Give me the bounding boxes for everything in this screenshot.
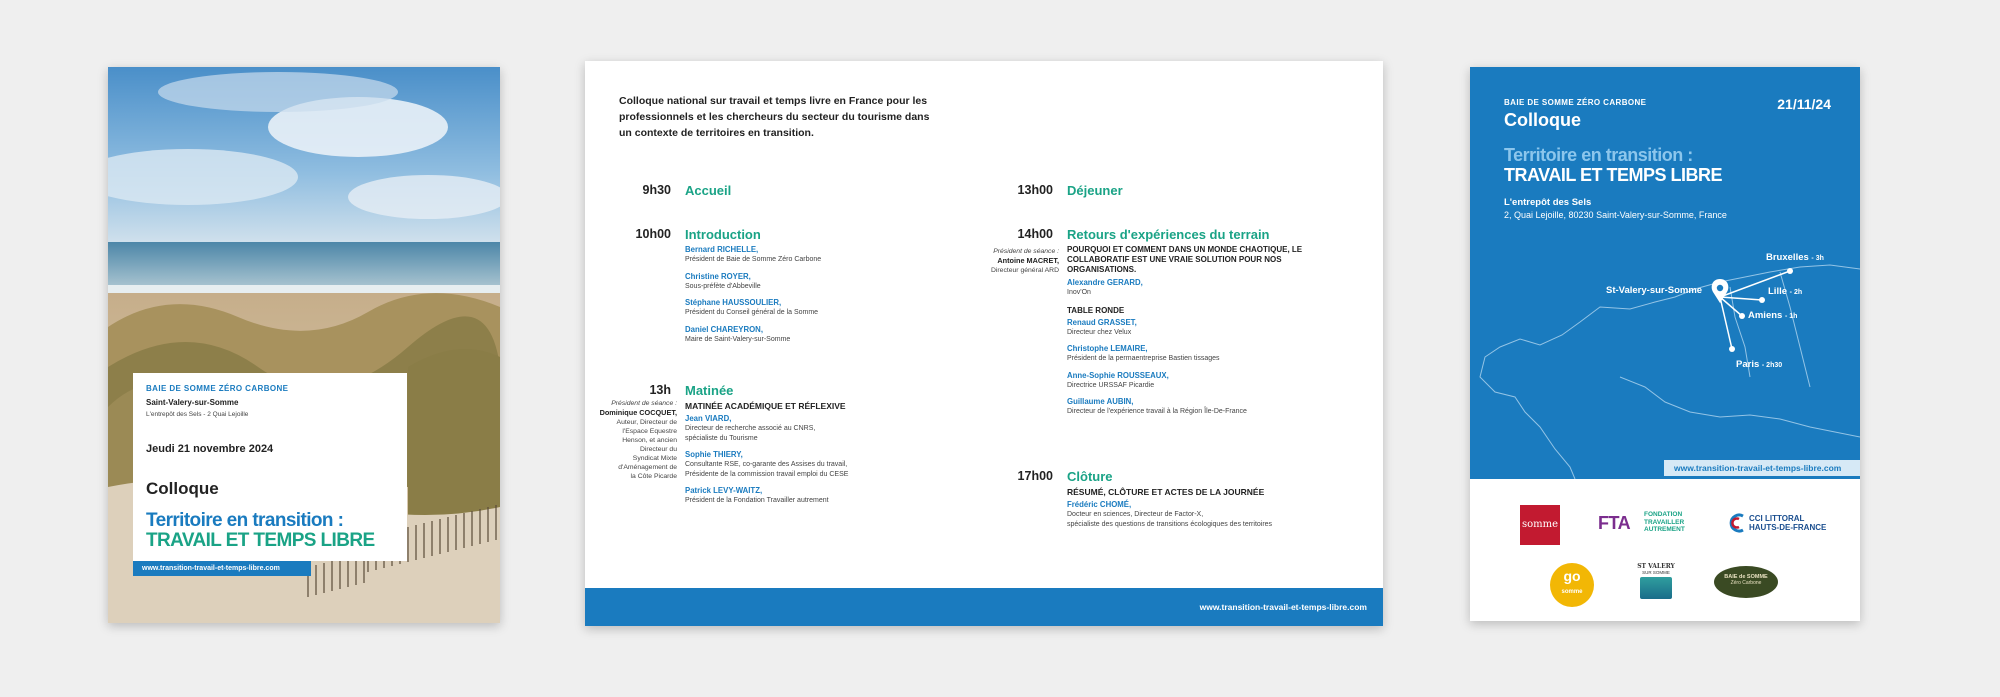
- speaker-name: Sophie THIERY,: [685, 450, 743, 459]
- chair-role: Auteur, Directeur de l'Espace Equestre Henson, et ancien Directeur du Syndicat Mixte d'Aménagement de la Côte Picarde: [616, 419, 677, 480]
- slot-title: Déjeuner: [1067, 183, 1123, 198]
- cover-town: Saint-Valery-sur-Somme: [146, 398, 239, 407]
- speaker-name: Patrick LEVY-WAITZ,: [685, 486, 763, 495]
- program-page: [585, 61, 1383, 626]
- speaker-role: Directeur de recherche associé au CNRS,: [685, 425, 816, 432]
- speaker-role: Maire de Saint-Valery-sur-Somme: [685, 335, 791, 343]
- speaker-name: Christophe LEMAIRE,: [1067, 344, 1148, 353]
- cover-title-line2: TRAVAIL ET TEMPS LIBRE: [146, 530, 375, 551]
- speaker: [685, 414, 915, 443]
- speaker-name: Bernard RICHELLE,: [685, 245, 759, 254]
- speaker-role: Sous-préfète d'Abbeville: [685, 282, 761, 290]
- speaker-role: Directeur chez Velux: [1067, 328, 1132, 336]
- slot-time: 13h00: [1017, 183, 1053, 197]
- cover-page: [108, 67, 500, 623]
- speaker-name: Daniel CHAREYRON,: [685, 324, 763, 334]
- speaker-name: Anne-Sophie ROUSSEAUX,: [1067, 370, 1169, 380]
- speaker: [685, 325, 905, 345]
- back-date: 21/11/24: [1777, 96, 1831, 112]
- retours-chair: [967, 247, 1059, 275]
- speaker-role: Directeur de l'expérience travail à la Région Île-De-France: [1067, 408, 1247, 415]
- city-duration: 1h: [1789, 313, 1798, 320]
- slot-time: 14h00: [1017, 227, 1053, 241]
- slot-title: Retours d'expériences du terrain: [1067, 227, 1270, 242]
- slot-time: 10h00: [635, 227, 671, 241]
- speaker-role: spécialiste du Tourisme: [685, 434, 758, 442]
- speaker: [1067, 371, 1319, 391]
- back-address: 2, Quai Lejoille, 80230 Saint-Valery-sur-Somme, France: [1504, 210, 1727, 220]
- slot-title: Introduction: [685, 227, 761, 242]
- back-page: [1470, 67, 1860, 621]
- cover-title-line1: Territoire en transition :: [146, 510, 344, 531]
- map-city: Lille - 2h: [1768, 286, 1803, 297]
- cover-event-type: Colloque: [146, 479, 219, 498]
- city-name: Amiens: [1748, 310, 1783, 321]
- speaker: [1067, 397, 1319, 417]
- speaker-name: Jean VIARD,: [685, 414, 732, 423]
- back-event-type: Colloque: [1504, 110, 1581, 130]
- speaker-role: Consultante RSE, co-garante des Assises du travail,: [685, 461, 848, 468]
- somme-logo: somme: [1520, 505, 1560, 545]
- speaker: [1067, 344, 1319, 364]
- speaker: [685, 272, 905, 292]
- speaker-role: Directrice URSSAF Picardie: [1067, 381, 1155, 389]
- map-origin: St-Valery-sur-Somme: [1606, 285, 1703, 296]
- speaker: [685, 298, 905, 318]
- speaker-name: Frédéric CHOMÉ,: [1067, 500, 1132, 509]
- slot-subtitle: POURQUOI ET COMMENT DANS UN MONDE CHAOTIQUE, LE COLLABORATIF EST UNE VRAIE SOLUTION POUR NOS ORGANISATIONS.: [1067, 245, 1303, 274]
- city-duration: 2h30: [1766, 362, 1783, 369]
- slot-subtitle: MATINÉE ACADÉMIQUE ET RÉFLEXIVE: [685, 401, 846, 411]
- cover-info-card: [133, 373, 407, 561]
- speaker: [1067, 318, 1319, 338]
- back-url[interactable]: www.transition-travail-et-temps-libre.com: [1664, 460, 1860, 476]
- slot-subtitle: RÉSUMÉ, CLÔTURE ET ACTES DE LA JOURNÉE: [1067, 487, 1265, 497]
- chair-label: Président de séance :: [993, 248, 1059, 255]
- speaker-role: Présidente de la commission travail emploi du CESE: [685, 470, 849, 478]
- round-table-label: TABLE RONDE: [1067, 305, 1125, 315]
- cci-mark-icon: [1728, 513, 1746, 533]
- speaker-name: Christine ROYER,: [685, 271, 751, 281]
- back-venue: L'entrepôt des Sels: [1504, 197, 1592, 208]
- chair-name: Antoine MACRET,: [997, 256, 1059, 265]
- slot-title: Accueil: [685, 183, 732, 198]
- speaker-name: Alexandre GERARD,: [1067, 278, 1143, 287]
- back-title-line1: Territoire en transition :: [1504, 145, 1693, 165]
- map-city: Paris - 2h30: [1736, 359, 1783, 370]
- slot-time: 13h: [649, 383, 671, 397]
- speaker-role: Président du Conseil général de la Somme: [685, 309, 819, 316]
- city-duration: 3h: [1815, 255, 1824, 262]
- speaker-name: Renaud GRASSET,: [1067, 317, 1137, 327]
- slot-title: Matinée: [685, 383, 734, 398]
- speaker-role: Président de Baie de Somme Zéro Carbone: [685, 256, 822, 263]
- matinee-chair: [585, 399, 677, 481]
- program-url[interactable]: www.transition-travail-et-temps-libre.com: [1199, 602, 1367, 612]
- program-footer-bar: [585, 588, 1383, 626]
- france-north-map: [1470, 227, 1860, 479]
- slot-title: Clôture: [1067, 469, 1113, 484]
- speaker-role: Docteur en sciences, Directeur de Factor-X,: [1067, 511, 1204, 518]
- fta-logo: FTA FONDATION TRAVAILLER AUTREMENT: [1598, 511, 1685, 533]
- speaker-name: Stéphane HAUSSOULIER,: [685, 298, 782, 307]
- cover-url[interactable]: www.transition-travail-et-temps-libre.com: [133, 561, 311, 576]
- cover-org: BAIE DE SOMME ZÉRO CARBONE: [146, 384, 289, 393]
- city-name: Paris: [1736, 359, 1760, 370]
- speaker-role: Inov'On: [1067, 289, 1091, 296]
- baie-de-somme-logo: BAIE de SOMME Zéro Carbone: [1714, 566, 1778, 598]
- slot-time: 17h00: [1017, 469, 1053, 483]
- speaker-name: Guillaume AUBIN,: [1067, 397, 1134, 406]
- map-city: Bruxelles - 3h: [1766, 252, 1824, 263]
- cci-logo: CCI LITTORAL HAUTS-DE-FRANCE: [1728, 512, 1828, 536]
- back-blue-area: [1470, 67, 1860, 479]
- back-title-line2: TRAVAIL ET TEMPS LIBRE: [1504, 165, 1723, 185]
- speaker: [685, 450, 915, 479]
- speaker: [685, 245, 905, 265]
- speaker-role: spécialiste des questions de transitions écologiques des territoires: [1067, 520, 1273, 528]
- cover-venue: L'entrepôt des Sels - 2 Quai Lejoille: [146, 411, 249, 418]
- speaker: [1067, 500, 1327, 529]
- cover-date: Jeudi 21 novembre 2024: [146, 443, 274, 455]
- slot-time: 9h30: [642, 183, 671, 197]
- speaker-role: Président de la permaentreprise Bastien tissages: [1067, 355, 1220, 362]
- program-intro: Colloque national sur travail et temps livre en France pour les professionnels et les chercheurs du secteur du tourisme dans un contexte de territoires en transition.: [619, 95, 930, 139]
- city-name: Lille: [1768, 286, 1788, 297]
- city-duration: 2h: [1793, 289, 1803, 296]
- chair-role: Directeur général ARD: [991, 267, 1059, 274]
- speaker: [1067, 278, 1319, 298]
- map-city: Amiens - 1h: [1748, 310, 1798, 321]
- chair-label: Président de séance :: [611, 400, 677, 407]
- saint-valery-logo: ST VALERY SUR SOMME: [1636, 563, 1676, 605]
- back-org: BAIE DE SOMME ZÉRO CARBONE: [1504, 98, 1647, 107]
- speaker: [685, 486, 915, 506]
- chair-name: Dominique COCQUET,: [599, 408, 677, 417]
- city-name: Bruxelles: [1766, 252, 1809, 263]
- speaker-role: Président de la Fondation Travailler autrement: [685, 497, 829, 504]
- go-somme-logo: go somme: [1550, 563, 1594, 607]
